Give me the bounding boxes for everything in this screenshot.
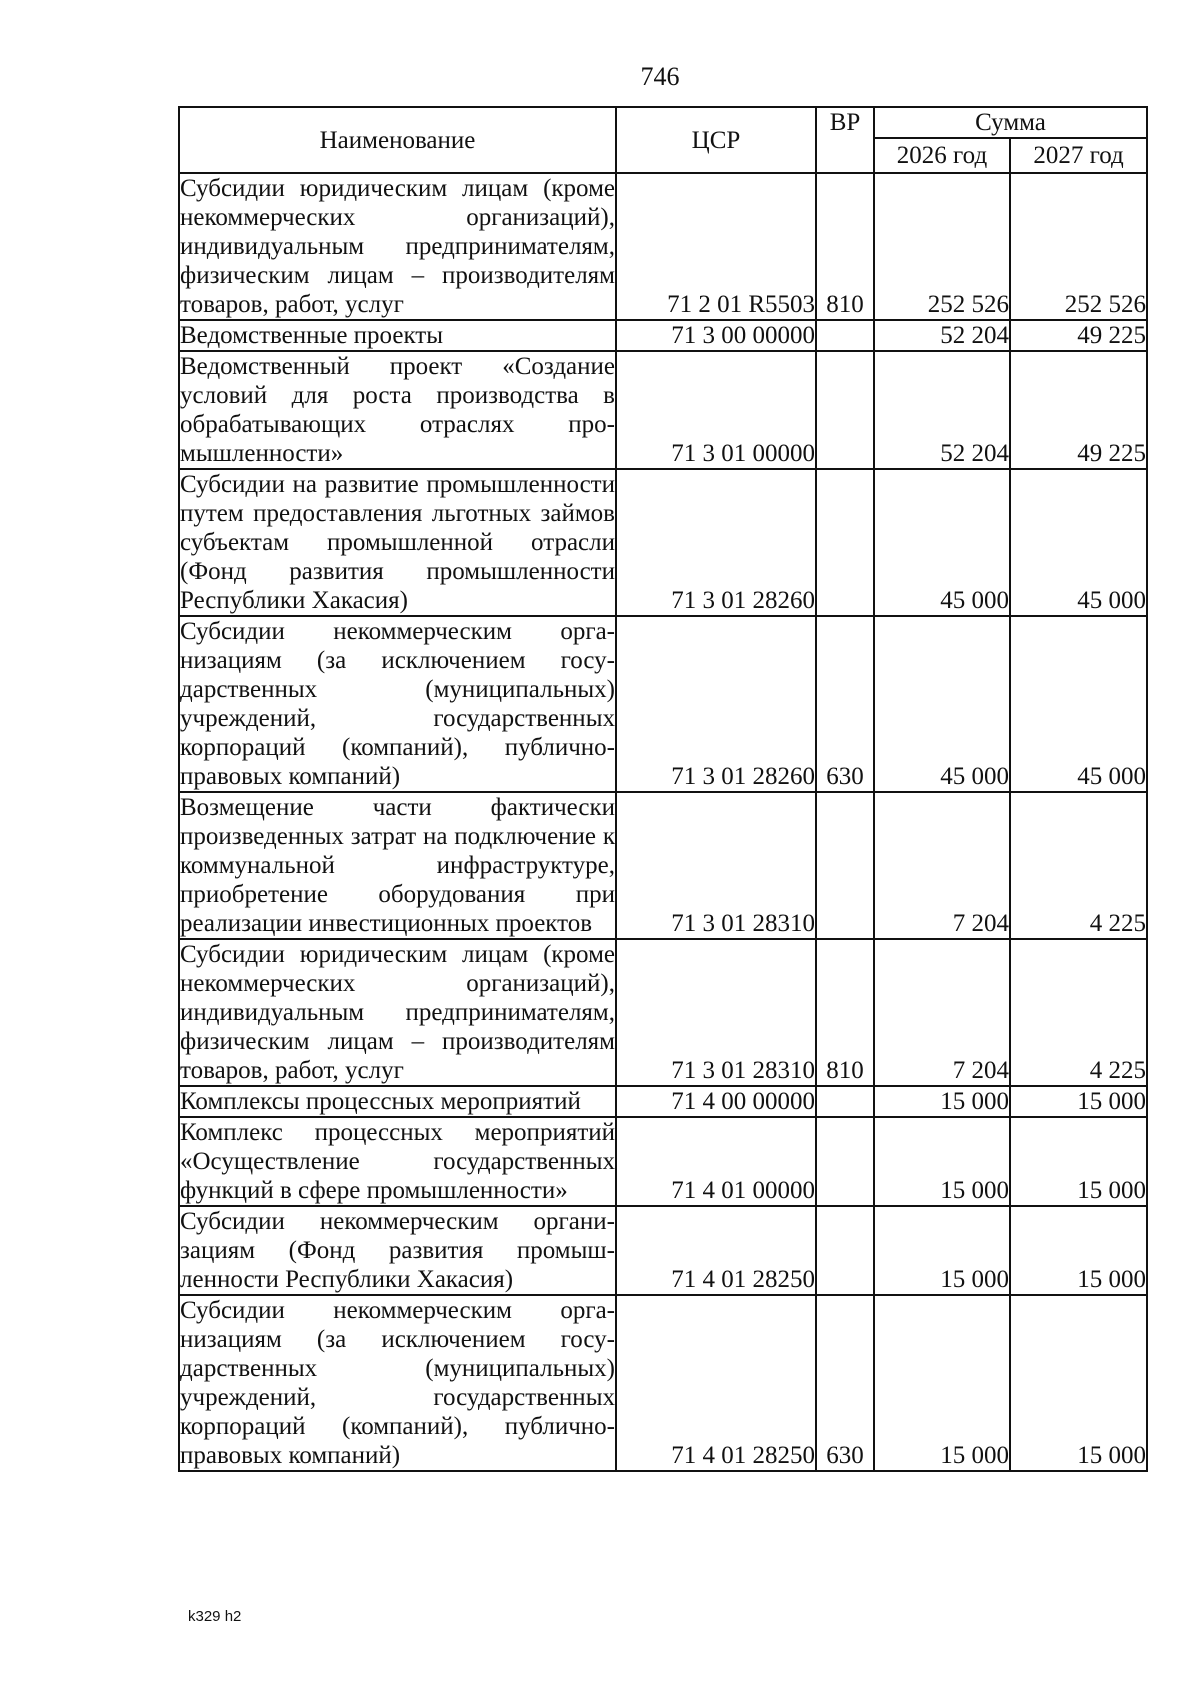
table-row <box>179 1086 1147 1117</box>
row-vr <box>816 792 874 939</box>
row-csr: 71 4 01 28250 <box>616 1295 816 1471</box>
row-amount-2026: 7 204 <box>874 792 1010 939</box>
row-amount-2027: 45 000 <box>1010 469 1147 616</box>
row-name: Субсидии юридическим лицам (кроме некоммерческих организаций), индивидуальным предпринимателям, физическим лицам – производителям товаров, работ, услуг <box>180 941 615 1084</box>
header-name: Наименование <box>179 107 616 173</box>
row-amount-2026: 45 000 <box>874 469 1010 616</box>
budget-table <box>178 106 1148 1472</box>
row-amount-2027: 15 000 <box>1010 1295 1147 1471</box>
row-amount-2026: 15 000 <box>874 1206 1010 1295</box>
header-year-2026: 2026 год <box>874 138 1010 173</box>
row-vr <box>816 351 874 469</box>
table-row <box>179 1206 1147 1295</box>
row-csr: 71 2 01 R5503 <box>616 173 816 320</box>
table-row <box>179 616 1147 792</box>
row-vr: 630 <box>816 616 874 792</box>
row-amount-2026: 252 526 <box>874 173 1010 320</box>
row-amount-2027: 49 225 <box>1010 320 1147 351</box>
row-name: Субсидии некоммерческим организациям (за исключением государственных (муниципальных) учреждений, государственных корпораций (компаний), публично-правовых компаний) <box>180 1297 615 1469</box>
row-name: Комплексы процессных мероприятий <box>179 1086 616 1117</box>
page-number: 746 <box>640 62 680 91</box>
table-header-row <box>179 107 1147 138</box>
header-sum: Сумма <box>874 107 1147 138</box>
row-name: Ведомственные проекты <box>179 320 616 351</box>
row-csr: 71 4 01 28250 <box>616 1206 816 1295</box>
footer-code: k329 h2 <box>188 1608 242 1625</box>
row-amount-2027: 4 225 <box>1010 939 1147 1086</box>
row-amount-2027: 15 000 <box>1010 1206 1147 1295</box>
row-csr: 71 3 01 28310 <box>616 792 816 939</box>
row-amount-2026: 15 000 <box>874 1117 1010 1206</box>
table-row <box>179 1117 1147 1206</box>
row-amount-2027: 15 000 <box>1010 1117 1147 1206</box>
header-csr: ЦСР <box>616 107 816 173</box>
row-csr: 71 4 01 00000 <box>616 1117 816 1206</box>
row-amount-2026: 15 000 <box>874 1086 1010 1117</box>
row-vr <box>816 1117 874 1206</box>
row-amount-2026: 52 204 <box>874 351 1010 469</box>
row-name: Возмещение части фактически произведенных затрат на подключение к коммунальной инфраструктуре, приобретение оборудования при реализации инвестиционных проектов <box>180 794 615 937</box>
table-row <box>179 173 1147 320</box>
header-year-2027: 2027 год <box>1010 138 1147 173</box>
row-name: Субсидии юридическим лицам (кроме некоммерческих организаций), индивидуальным предпринимателям, физическим лицам – производителям товаров, работ, услуг <box>180 175 615 318</box>
table-row <box>179 469 1147 616</box>
row-vr <box>816 469 874 616</box>
row-amount-2026: 15 000 <box>874 1295 1010 1471</box>
row-name: Субсидии некоммерческим организациям (Фонд развития промышленности Республики Хакасия) <box>180 1208 615 1293</box>
row-amount-2027: 49 225 <box>1010 351 1147 469</box>
row-amount-2026: 7 204 <box>874 939 1010 1086</box>
table-row <box>179 1295 1147 1471</box>
row-vr: 630 <box>816 1295 874 1471</box>
row-name: Субсидии некоммерческим организациям (за исключением государственных (муниципальных) учреждений, государственных корпораций (компаний), публично-правовых компаний) <box>180 618 615 790</box>
header-vr: ВР <box>816 107 874 173</box>
row-vr <box>816 1086 874 1117</box>
row-amount-2027: 15 000 <box>1010 1086 1147 1117</box>
row-csr: 71 4 00 00000 <box>616 1086 816 1117</box>
table-row <box>179 792 1147 939</box>
table-row <box>179 939 1147 1086</box>
row-vr: 810 <box>816 939 874 1086</box>
row-vr: 810 <box>816 173 874 320</box>
row-csr: 71 3 01 28260 <box>616 469 816 616</box>
row-name: Ведомственный проект «Создание условий для роста производства в обрабатывающих отраслях промышленности» <box>180 353 615 467</box>
row-vr <box>816 1206 874 1295</box>
row-amount-2027: 252 526 <box>1010 173 1147 320</box>
row-name: Субсидии на развитие промышленности путем предоставления льготных займов субъектам промышленной отрасли (Фонд развития промышленности Республики Хакасия) <box>180 471 615 614</box>
row-vr <box>816 320 874 351</box>
row-amount-2027: 45 000 <box>1010 616 1147 792</box>
row-csr: 71 3 00 00000 <box>616 320 816 351</box>
table-row <box>179 351 1147 469</box>
row-csr: 71 3 01 28260 <box>616 616 816 792</box>
row-amount-2026: 52 204 <box>874 320 1010 351</box>
row-amount-2027: 4 225 <box>1010 792 1147 939</box>
row-csr: 71 3 01 28310 <box>616 939 816 1086</box>
table-row <box>179 320 1147 351</box>
row-csr: 71 3 01 00000 <box>616 351 816 469</box>
row-amount-2026: 45 000 <box>874 616 1010 792</box>
row-name: Комплекс процессных мероприятий «Осуществление государственных функций в сфере промышленности» <box>180 1119 615 1204</box>
